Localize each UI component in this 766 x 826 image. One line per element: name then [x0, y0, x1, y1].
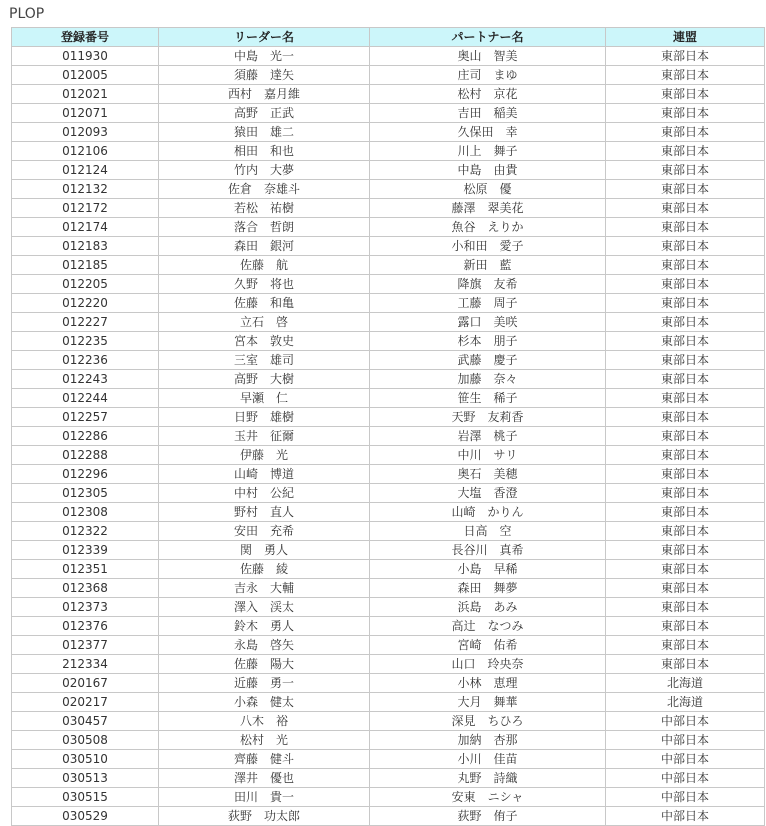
federation-cell: 東部日本 — [606, 655, 765, 674]
registration-number-cell: 030508 — [12, 731, 159, 750]
federation-cell: 東部日本 — [606, 465, 765, 484]
federation-cell: 東部日本 — [606, 427, 765, 446]
table-row — [12, 332, 765, 351]
leader-name-cell: 関 勇人 — [159, 541, 370, 560]
leader-name-cell: 佐藤 陽大 — [159, 655, 370, 674]
table-row — [12, 731, 765, 750]
partner-name-cell: 奥石 美穂 — [370, 465, 606, 484]
partner-name-cell: 小島 早稀 — [370, 560, 606, 579]
federation-cell: 東部日本 — [606, 47, 765, 66]
federation-cell: 東部日本 — [606, 104, 765, 123]
registration-number-cell: 012288 — [12, 446, 159, 465]
leader-name-cell: 相田 和也 — [159, 142, 370, 161]
table-row — [12, 237, 765, 256]
leader-name-cell: 森田 銀河 — [159, 237, 370, 256]
leader-name-cell: 永島 啓矢 — [159, 636, 370, 655]
registration-number-cell: 012220 — [12, 294, 159, 313]
leader-name-cell: 小森 健太 — [159, 693, 370, 712]
registration-number-cell: 012257 — [12, 408, 159, 427]
leader-name-cell: 若松 祐樹 — [159, 199, 370, 218]
table-row — [12, 123, 765, 142]
federation-cell: 東部日本 — [606, 541, 765, 560]
registration-number-cell: 012236 — [12, 351, 159, 370]
column-header-partner-name: パートナー名 — [370, 28, 606, 47]
table-row — [12, 465, 765, 484]
registration-number-cell: 012244 — [12, 389, 159, 408]
column-header-leader-name: リーダー名 — [159, 28, 370, 47]
federation-cell: 中部日本 — [606, 712, 765, 731]
table-row — [12, 256, 765, 275]
table-row — [12, 579, 765, 598]
registration-number-cell: 030529 — [12, 807, 159, 826]
registration-number-cell: 012322 — [12, 522, 159, 541]
leader-name-cell: 田川 貴一 — [159, 788, 370, 807]
federation-cell: 東部日本 — [606, 446, 765, 465]
table-row — [12, 541, 765, 560]
registration-number-cell: 012308 — [12, 503, 159, 522]
partner-name-cell: 荻野 侑子 — [370, 807, 606, 826]
leader-name-cell: 猿田 雄二 — [159, 123, 370, 142]
leader-name-cell: 西村 嘉月維 — [159, 85, 370, 104]
table-row — [12, 674, 765, 693]
leader-name-cell: 鈴木 勇人 — [159, 617, 370, 636]
table-row — [12, 47, 765, 66]
partner-name-cell: 笹生 稀子 — [370, 389, 606, 408]
table-row — [12, 617, 765, 636]
registration-number-cell: 012376 — [12, 617, 159, 636]
table-row — [12, 693, 765, 712]
registration-number-cell: 030510 — [12, 750, 159, 769]
column-header-federation: 連盟 — [606, 28, 765, 47]
partner-name-cell: 宮崎 佑希 — [370, 636, 606, 655]
leader-name-cell: 澤入 渓太 — [159, 598, 370, 617]
partner-name-cell: 日高 空 — [370, 522, 606, 541]
partner-name-cell: 小林 恵理 — [370, 674, 606, 693]
registration-table — [11, 27, 765, 826]
leader-name-cell: 早瀬 仁 — [159, 389, 370, 408]
leader-name-cell: 荻野 功太郎 — [159, 807, 370, 826]
federation-cell: 東部日本 — [606, 598, 765, 617]
registration-number-cell: 012172 — [12, 199, 159, 218]
federation-cell: 東部日本 — [606, 199, 765, 218]
registration-number-cell: 020167 — [12, 674, 159, 693]
leader-name-cell: 高野 正武 — [159, 104, 370, 123]
federation-cell: 東部日本 — [606, 313, 765, 332]
table-row — [12, 85, 765, 104]
partner-name-cell: 庄司 まゆ — [370, 66, 606, 85]
table-row — [12, 788, 765, 807]
table-row — [12, 104, 765, 123]
table-row — [12, 218, 765, 237]
leader-name-cell: 中村 公紀 — [159, 484, 370, 503]
table-row — [12, 351, 765, 370]
leader-name-cell: 伊藤 光 — [159, 446, 370, 465]
registration-number-cell: 012351 — [12, 560, 159, 579]
partner-name-cell: 久保田 幸 — [370, 123, 606, 142]
table-row — [12, 503, 765, 522]
federation-cell: 東部日本 — [606, 294, 765, 313]
federation-cell: 東部日本 — [606, 522, 765, 541]
leader-name-cell: 玉井 征爾 — [159, 427, 370, 446]
table-row — [12, 161, 765, 180]
federation-cell: 東部日本 — [606, 617, 765, 636]
registration-number-cell: 012093 — [12, 123, 159, 142]
leader-name-cell: 三室 雄司 — [159, 351, 370, 370]
leader-name-cell: 安田 充希 — [159, 522, 370, 541]
partner-name-cell: 魚谷 えりか — [370, 218, 606, 237]
partner-name-cell: 松原 優 — [370, 180, 606, 199]
registration-number-cell: 012339 — [12, 541, 159, 560]
federation-cell: 北海道 — [606, 693, 765, 712]
federation-cell: 東部日本 — [606, 85, 765, 104]
partner-name-cell: 松村 京花 — [370, 85, 606, 104]
registration-number-cell: 012243 — [12, 370, 159, 389]
partner-name-cell: 中川 サリ — [370, 446, 606, 465]
federation-cell: 中部日本 — [606, 807, 765, 826]
partner-name-cell: 吉田 稲美 — [370, 104, 606, 123]
partner-name-cell: 新田 藍 — [370, 256, 606, 275]
leader-name-cell: 須藤 達矢 — [159, 66, 370, 85]
partner-name-cell: 長谷川 真希 — [370, 541, 606, 560]
table-row — [12, 313, 765, 332]
federation-cell: 東部日本 — [606, 503, 765, 522]
federation-cell: 東部日本 — [606, 351, 765, 370]
federation-cell: 中部日本 — [606, 750, 765, 769]
table-row — [12, 522, 765, 541]
table-header-row — [12, 28, 765, 47]
registration-number-cell: 012373 — [12, 598, 159, 617]
federation-cell: 東部日本 — [606, 370, 765, 389]
federation-cell: 東部日本 — [606, 218, 765, 237]
partner-name-cell: 大塩 香澄 — [370, 484, 606, 503]
registration-number-cell: 012296 — [12, 465, 159, 484]
leader-name-cell: 吉永 大輔 — [159, 579, 370, 598]
federation-cell: 東部日本 — [606, 275, 765, 294]
federation-cell: 東部日本 — [606, 161, 765, 180]
partner-name-cell: 小和田 愛子 — [370, 237, 606, 256]
federation-cell: 北海道 — [606, 674, 765, 693]
table-row — [12, 560, 765, 579]
registration-number-cell: 030515 — [12, 788, 159, 807]
partner-name-cell: 川上 舞子 — [370, 142, 606, 161]
table-row — [12, 484, 765, 503]
column-header-registration-number: 登録番号 — [12, 28, 159, 47]
registration-number-cell: 012124 — [12, 161, 159, 180]
table-row — [12, 180, 765, 199]
table-row — [12, 142, 765, 161]
registration-number-cell: 020217 — [12, 693, 159, 712]
leader-name-cell: 澤井 優也 — [159, 769, 370, 788]
federation-cell: 中部日本 — [606, 788, 765, 807]
registration-number-cell: 012071 — [12, 104, 159, 123]
leader-name-cell: 日野 雄樹 — [159, 408, 370, 427]
registration-number-cell: 012185 — [12, 256, 159, 275]
registration-number-cell: 030457 — [12, 712, 159, 731]
partner-name-cell: 山崎 かりん — [370, 503, 606, 522]
partner-name-cell: 奥山 智美 — [370, 47, 606, 66]
registration-number-cell: 012235 — [12, 332, 159, 351]
page-title: PLOP — [9, 6, 45, 22]
leader-name-cell: 山崎 博道 — [159, 465, 370, 484]
leader-name-cell: 佐藤 和亀 — [159, 294, 370, 313]
partner-name-cell: 加藤 奈々 — [370, 370, 606, 389]
partner-name-cell: 山口 玲央奈 — [370, 655, 606, 674]
federation-cell: 東部日本 — [606, 66, 765, 85]
leader-name-cell: 竹内 大夢 — [159, 161, 370, 180]
federation-cell: 中部日本 — [606, 769, 765, 788]
federation-cell: 東部日本 — [606, 560, 765, 579]
partner-name-cell: 中島 由貴 — [370, 161, 606, 180]
registration-number-cell: 012377 — [12, 636, 159, 655]
registration-number-cell: 012183 — [12, 237, 159, 256]
registration-number-cell: 012205 — [12, 275, 159, 294]
registration-number-cell: 212334 — [12, 655, 159, 674]
federation-cell: 東部日本 — [606, 180, 765, 199]
table-row — [12, 408, 765, 427]
table-row — [12, 370, 765, 389]
federation-cell: 東部日本 — [606, 636, 765, 655]
leader-name-cell: 久野 将也 — [159, 275, 370, 294]
table-row — [12, 769, 765, 788]
leader-name-cell: 中島 光一 — [159, 47, 370, 66]
federation-cell: 東部日本 — [606, 332, 765, 351]
partner-name-cell: 森田 舞夢 — [370, 579, 606, 598]
leader-name-cell: 松村 光 — [159, 731, 370, 750]
partner-name-cell: 浜島 あみ — [370, 598, 606, 617]
leader-name-cell: 佐藤 綾 — [159, 560, 370, 579]
registration-number-cell: 030513 — [12, 769, 159, 788]
partner-name-cell: 露口 美咲 — [370, 313, 606, 332]
partner-name-cell: 小川 佳苗 — [370, 750, 606, 769]
registration-number-cell: 012305 — [12, 484, 159, 503]
table-row — [12, 275, 765, 294]
registration-number-cell: 011930 — [12, 47, 159, 66]
partner-name-cell: 藤澤 翠美花 — [370, 199, 606, 218]
partner-name-cell: 深見 ちひろ — [370, 712, 606, 731]
federation-cell: 東部日本 — [606, 256, 765, 275]
leader-name-cell: 齊藤 健斗 — [159, 750, 370, 769]
leader-name-cell: 宮本 敦史 — [159, 332, 370, 351]
federation-cell: 東部日本 — [606, 142, 765, 161]
partner-name-cell: 大月 舞華 — [370, 693, 606, 712]
table-row — [12, 66, 765, 85]
registration-number-cell: 012368 — [12, 579, 159, 598]
table-row — [12, 446, 765, 465]
federation-cell: 中部日本 — [606, 731, 765, 750]
federation-cell: 東部日本 — [606, 123, 765, 142]
leader-name-cell: 高野 大樹 — [159, 370, 370, 389]
partner-name-cell: 杉本 朋子 — [370, 332, 606, 351]
partner-name-cell: 安東 ニシャ — [370, 788, 606, 807]
federation-cell: 東部日本 — [606, 484, 765, 503]
table-row — [12, 750, 765, 769]
leader-name-cell: 落合 哲朗 — [159, 218, 370, 237]
partner-name-cell: 武藤 慶子 — [370, 351, 606, 370]
leader-name-cell: 野村 直人 — [159, 503, 370, 522]
registration-number-cell: 012227 — [12, 313, 159, 332]
table-row — [12, 636, 765, 655]
partner-name-cell: 加納 杏那 — [370, 731, 606, 750]
table-row — [12, 389, 765, 408]
partner-name-cell: 工藤 周子 — [370, 294, 606, 313]
federation-cell: 東部日本 — [606, 389, 765, 408]
table-row — [12, 598, 765, 617]
leader-name-cell: 佐倉 奈雄斗 — [159, 180, 370, 199]
registration-number-cell: 012174 — [12, 218, 159, 237]
leader-name-cell: 八木 裕 — [159, 712, 370, 731]
table-row — [12, 712, 765, 731]
registration-number-cell: 012132 — [12, 180, 159, 199]
registration-number-cell: 012005 — [12, 66, 159, 85]
table-row — [12, 199, 765, 218]
partner-name-cell: 岩澤 桃子 — [370, 427, 606, 446]
partner-name-cell: 高辻 なつみ — [370, 617, 606, 636]
federation-cell: 東部日本 — [606, 408, 765, 427]
partner-name-cell: 丸野 詩織 — [370, 769, 606, 788]
registration-number-cell: 012286 — [12, 427, 159, 446]
partner-name-cell: 天野 友莉香 — [370, 408, 606, 427]
leader-name-cell: 近藤 勇一 — [159, 674, 370, 693]
federation-cell: 東部日本 — [606, 579, 765, 598]
table-row — [12, 294, 765, 313]
table-row — [12, 655, 765, 674]
partner-name-cell: 降旗 友希 — [370, 275, 606, 294]
leader-name-cell: 立石 啓 — [159, 313, 370, 332]
leader-name-cell: 佐藤 航 — [159, 256, 370, 275]
registration-number-cell: 012021 — [12, 85, 159, 104]
table-row — [12, 427, 765, 446]
federation-cell: 東部日本 — [606, 237, 765, 256]
registration-number-cell: 012106 — [12, 142, 159, 161]
